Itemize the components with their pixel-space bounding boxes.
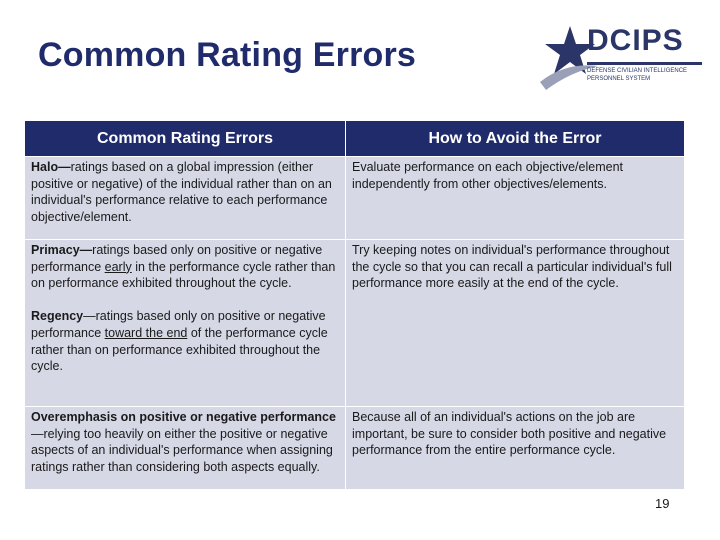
column-header-avoid: How to Avoid the Error bbox=[346, 121, 685, 157]
primacy-term: Primacy— bbox=[31, 243, 93, 257]
regency-paragraph bbox=[31, 308, 339, 375]
overemphasis-avoid-cell: Because all of an individual's actions on the job are important, be sure to consider both positive and negative performance from the entire performance cycle. bbox=[346, 407, 685, 490]
regency-emphasis: toward the end bbox=[104, 325, 188, 340]
primacy-description: ratings based only on positive or negative performance bbox=[31, 243, 323, 274]
paragraph-gap bbox=[31, 292, 339, 308]
halo-error-cell bbox=[25, 157, 346, 240]
overemphasis-term: Overemphasis on positive or negative performance bbox=[31, 410, 336, 424]
logo-subtitle-line: DEFENSE CIVILIAN INTELLIGENCE bbox=[587, 68, 688, 74]
logo-rule bbox=[587, 62, 702, 65]
logo-subtitle bbox=[587, 68, 697, 83]
table-header-row bbox=[25, 121, 685, 157]
dcips-logo bbox=[540, 22, 705, 92]
primacy-emphasis: early bbox=[104, 259, 132, 274]
halo-description: ratings based on a global impression (either positive or negative) of the individual rather than on an individual's performance relative to each performance objective/element. bbox=[31, 160, 332, 225]
page-number: 19 bbox=[655, 496, 670, 511]
slide-title: Common Rating Errors bbox=[38, 36, 417, 74]
overemphasis-error-cell bbox=[25, 407, 346, 490]
regency-description-end: of the performance cycle rather than on performance exhibited throughout the cycle. bbox=[31, 325, 328, 374]
halo-avoid-cell: Evaluate performance on each objective/element independently from other objectives/elements. bbox=[346, 157, 685, 240]
table-row-primacy-regency bbox=[25, 240, 685, 407]
rating-errors-table bbox=[24, 120, 685, 490]
primacy-paragraph bbox=[31, 242, 339, 292]
primacy-description-end: in the performance cycle rather than on performance exhibited throughout the cycle. bbox=[31, 259, 336, 291]
primacy-regency-error-cell bbox=[25, 240, 346, 407]
table-row-overemphasis bbox=[25, 407, 685, 490]
primacy-regency-avoid-cell: Try keeping notes on individual's performance throughout the cycle so that you can recall a particular individual's full performance more easily at the end of the cycle. bbox=[346, 240, 685, 407]
logo-subtitle-line: PERSONNEL SYSTEM bbox=[587, 75, 651, 82]
table-row-halo bbox=[25, 157, 685, 240]
regency-term: Regency bbox=[31, 309, 84, 324]
logo-wordmark: DCIPS bbox=[587, 24, 684, 57]
overemphasis-description: —relying too heavily on either the positive or negative aspects of an individual's performance when assigning ratings rather than considering both aspects equally. bbox=[31, 426, 333, 475]
halo-term: Halo— bbox=[31, 160, 71, 174]
column-header-errors: Common Rating Errors bbox=[25, 121, 346, 157]
regency-description: —ratings based only on positive or negative performance bbox=[31, 309, 326, 340]
